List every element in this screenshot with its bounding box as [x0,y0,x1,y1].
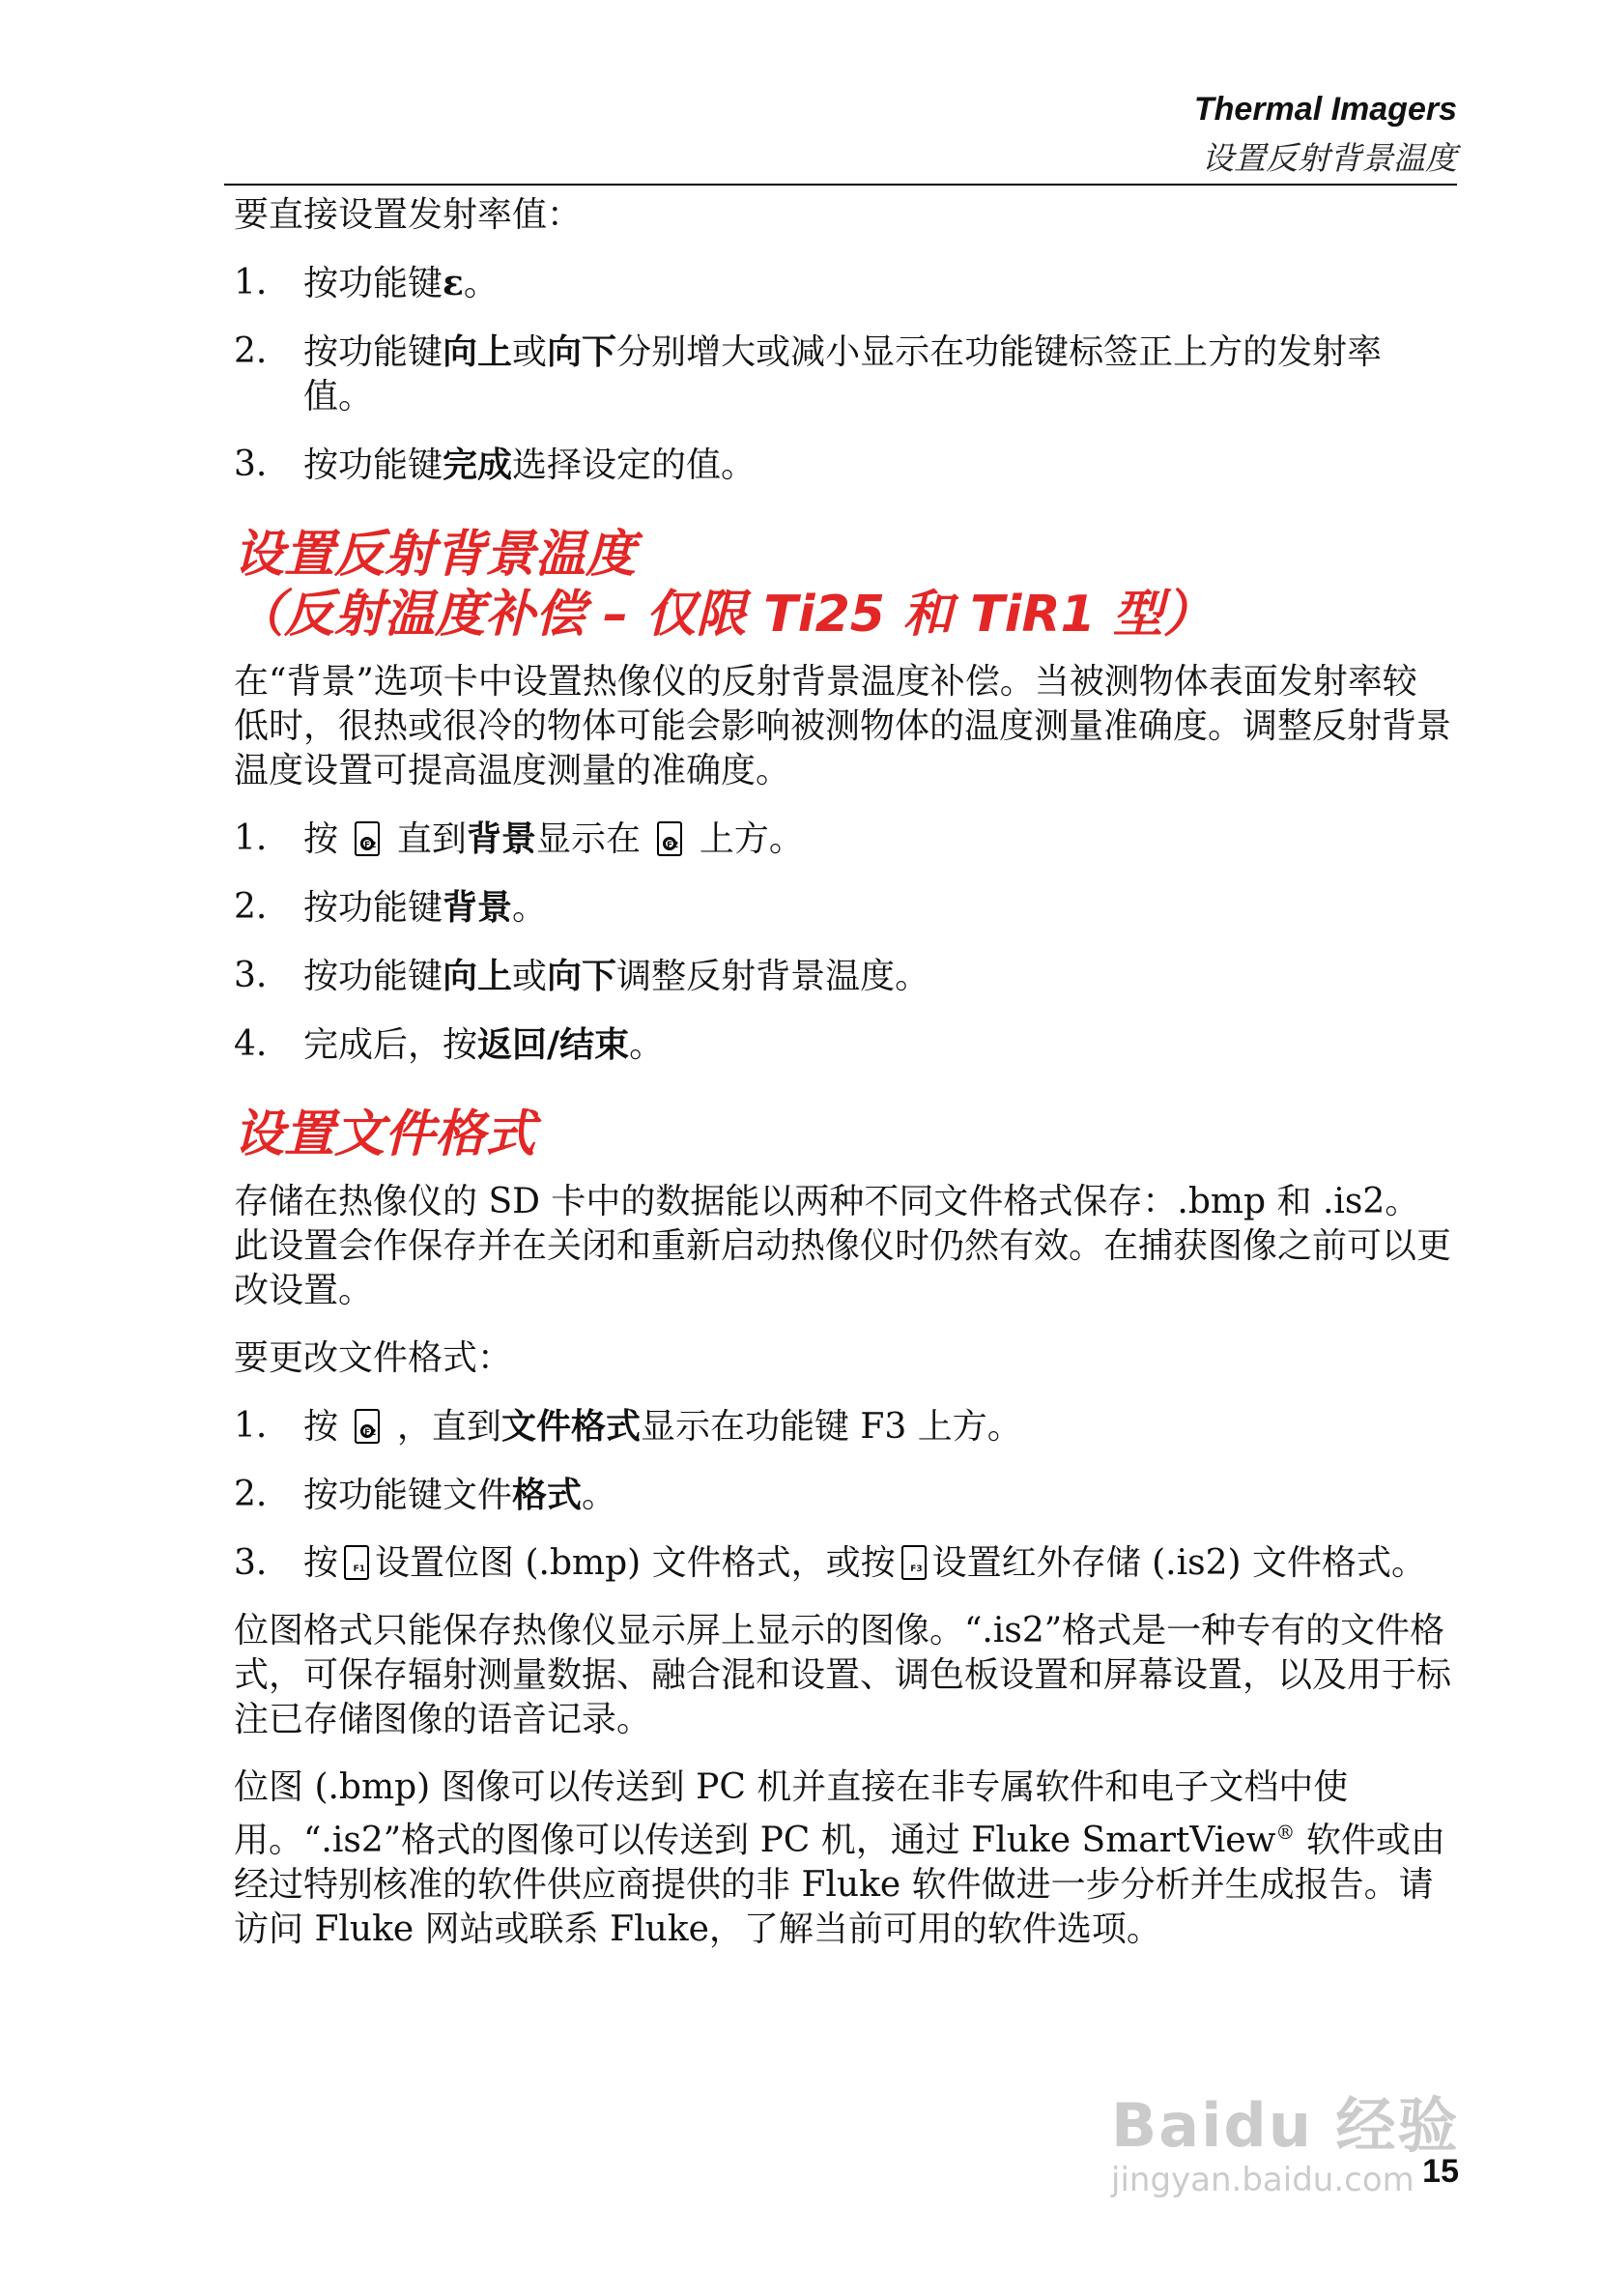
step-text: 上方。 [699,819,804,859]
list-item [234,817,1451,862]
fileformat-para1: 位图格式只能保存热像仪显示屏上显示的图像。“.is2”格式是一种专有的文件格式，可保存辐射测量数据、融合混和设置、调色板设置和屏幕设置，以及用于标注已存储图像的语音记录。 [234,1611,1452,1739]
page-number: 15 [1422,2153,1459,2190]
list-item [234,954,1451,999]
fileformat-para2 [234,1765,1451,1952]
step-text: 显示在 [535,819,641,859]
step-text: 按功能键 [303,264,443,303]
step-number: 3. [234,445,268,484]
step-number: 1. [234,263,268,302]
key-label: F2 [364,841,377,850]
step-number: 4. [234,1024,268,1064]
header-subtitle: 设置反射背景温度 [1202,139,1457,177]
fileformat-steps [234,1404,1451,1586]
heading-line-2: （反射温度补偿 – 仅限 Ti25 和 TiR1 型） [234,586,1214,644]
step-text: 。 [582,1476,617,1515]
page-content [234,193,1451,1975]
section-heading-file-format: 设置文件格式 [234,1105,536,1163]
header-title: Thermal Imagers [1193,91,1457,128]
emphasis: 返回/结束 [477,1024,630,1065]
step-text: 按功能键 [303,888,443,928]
list-item [234,1022,1451,1068]
step-text: 调整反射背景温度。 [616,957,930,996]
emissivity-steps [234,261,1451,488]
reflected-steps [234,817,1451,1068]
list-item [234,443,1451,488]
step-text: 按功能键文件 [303,1476,513,1515]
list-item [234,330,1451,419]
key-label: F2 [667,841,679,850]
f2-camera-key-icon [657,821,682,856]
step-number: 2. [234,331,268,371]
emphasis: 背景 [466,818,536,859]
step-number: 3. [234,956,268,995]
step-number: 1. [234,818,268,858]
step-text: 按功能键 [303,445,443,485]
f2-camera-key-icon [355,1409,380,1444]
step-text: ，直到 [396,1407,501,1447]
key-label: F2 [364,1428,377,1438]
registered-mark: ® [1275,1821,1296,1844]
step-text: 显示在功能键 F3 上方。 [640,1407,1022,1447]
list-item [234,1473,1451,1518]
list-item [234,885,1451,931]
step-number: 2. [234,887,268,927]
emissivity-intro: 要直接设置发射率值： [234,195,583,235]
step-text: 按 [303,1543,339,1583]
step-text: 或 [512,332,548,372]
emphasis: ε [443,263,464,303]
step-text: 分别增大或减小显示在功能键标签正上方的发射率值。 [303,332,1383,416]
step-number: 1. [234,1406,268,1446]
page-header [224,89,1457,186]
watermark-logo: Baidu 经验 [1111,2090,1460,2161]
f1-key-icon [344,1545,369,1580]
heading-line-1: 设置反射背景温度 [234,526,637,584]
step-text: 设置红外存储 (.is2) 文件格式。 [931,1543,1426,1583]
reflected-intro: 在“背景”选项卡中设置热像仪的反射背景温度补偿。当被测物体表面发射率较低时，很热或很冷的物体可能会影响被测物体的温度测量准确度。调整反射背景温度设置可提高温度测量的准确度。 [234,662,1452,790]
step-text: 完成后，按 [303,1025,478,1065]
emphasis: 完成 [443,445,513,485]
section-heading-reflected [234,525,1451,645]
key-label: F3 [910,1564,923,1574]
para-text: 位图 (.bmp) 图像可以传送到 PC 机并直接在非专属软件和电子文档中使用。“.is2”格式的图像可以传送到 PC 机，通过 Fluke SmartView [234,1767,1349,1860]
f3-key-icon [901,1545,927,1580]
emphasis: 向下 [547,331,617,372]
key-label: F1 [353,1564,366,1574]
step-text: 按功能键 [303,332,443,372]
step-text: 选择设定的值。 [512,445,757,485]
list-item [234,1404,1451,1449]
list-item [234,261,1451,306]
para-text: 软件或由经过特别核准的软件供应商提供的非 Fluke 软件做进一步分析并生成报告。请访问 Fluke 网站或联系 Fluke，了解当前可用的软件选项。 [234,1821,1445,1949]
emphasis: 向下 [547,956,617,996]
step-text: 设置位图 (.bmp) 文件格式，或按 [375,1543,896,1583]
fileformat-intro2: 要更改文件格式： [234,1338,513,1378]
step-text: 。 [463,264,499,303]
step-number: 2. [234,1475,268,1514]
step-number: 3. [234,1543,268,1583]
step-text: 。 [512,888,548,928]
fileformat-intro: 存储在热像仪的 SD 卡中的数据能以两种不同文件格式保存：.bmp 和 .is2。此设置会作保存并在关闭和重新启动热像仪时仍然有效。在捕获图像之前可以更改设置。 [234,1182,1452,1310]
emphasis: 格式 [512,1475,583,1515]
step-text: 按 [303,819,339,859]
emphasis: 背景 [443,887,513,928]
step-text: 或 [512,957,548,996]
emphasis: 向上 [443,956,513,996]
step-text: 。 [629,1025,665,1065]
step-text: 按功能键 [303,957,443,996]
watermark-url: jingyan.baidu.com [1111,2161,1414,2199]
list-item [234,1541,1451,1586]
emphasis: 文件格式 [500,1406,641,1447]
step-text: 按 [303,1407,339,1447]
f2-camera-key-icon [355,821,380,856]
step-text: 直到 [396,819,467,859]
emphasis: 向上 [443,331,513,372]
